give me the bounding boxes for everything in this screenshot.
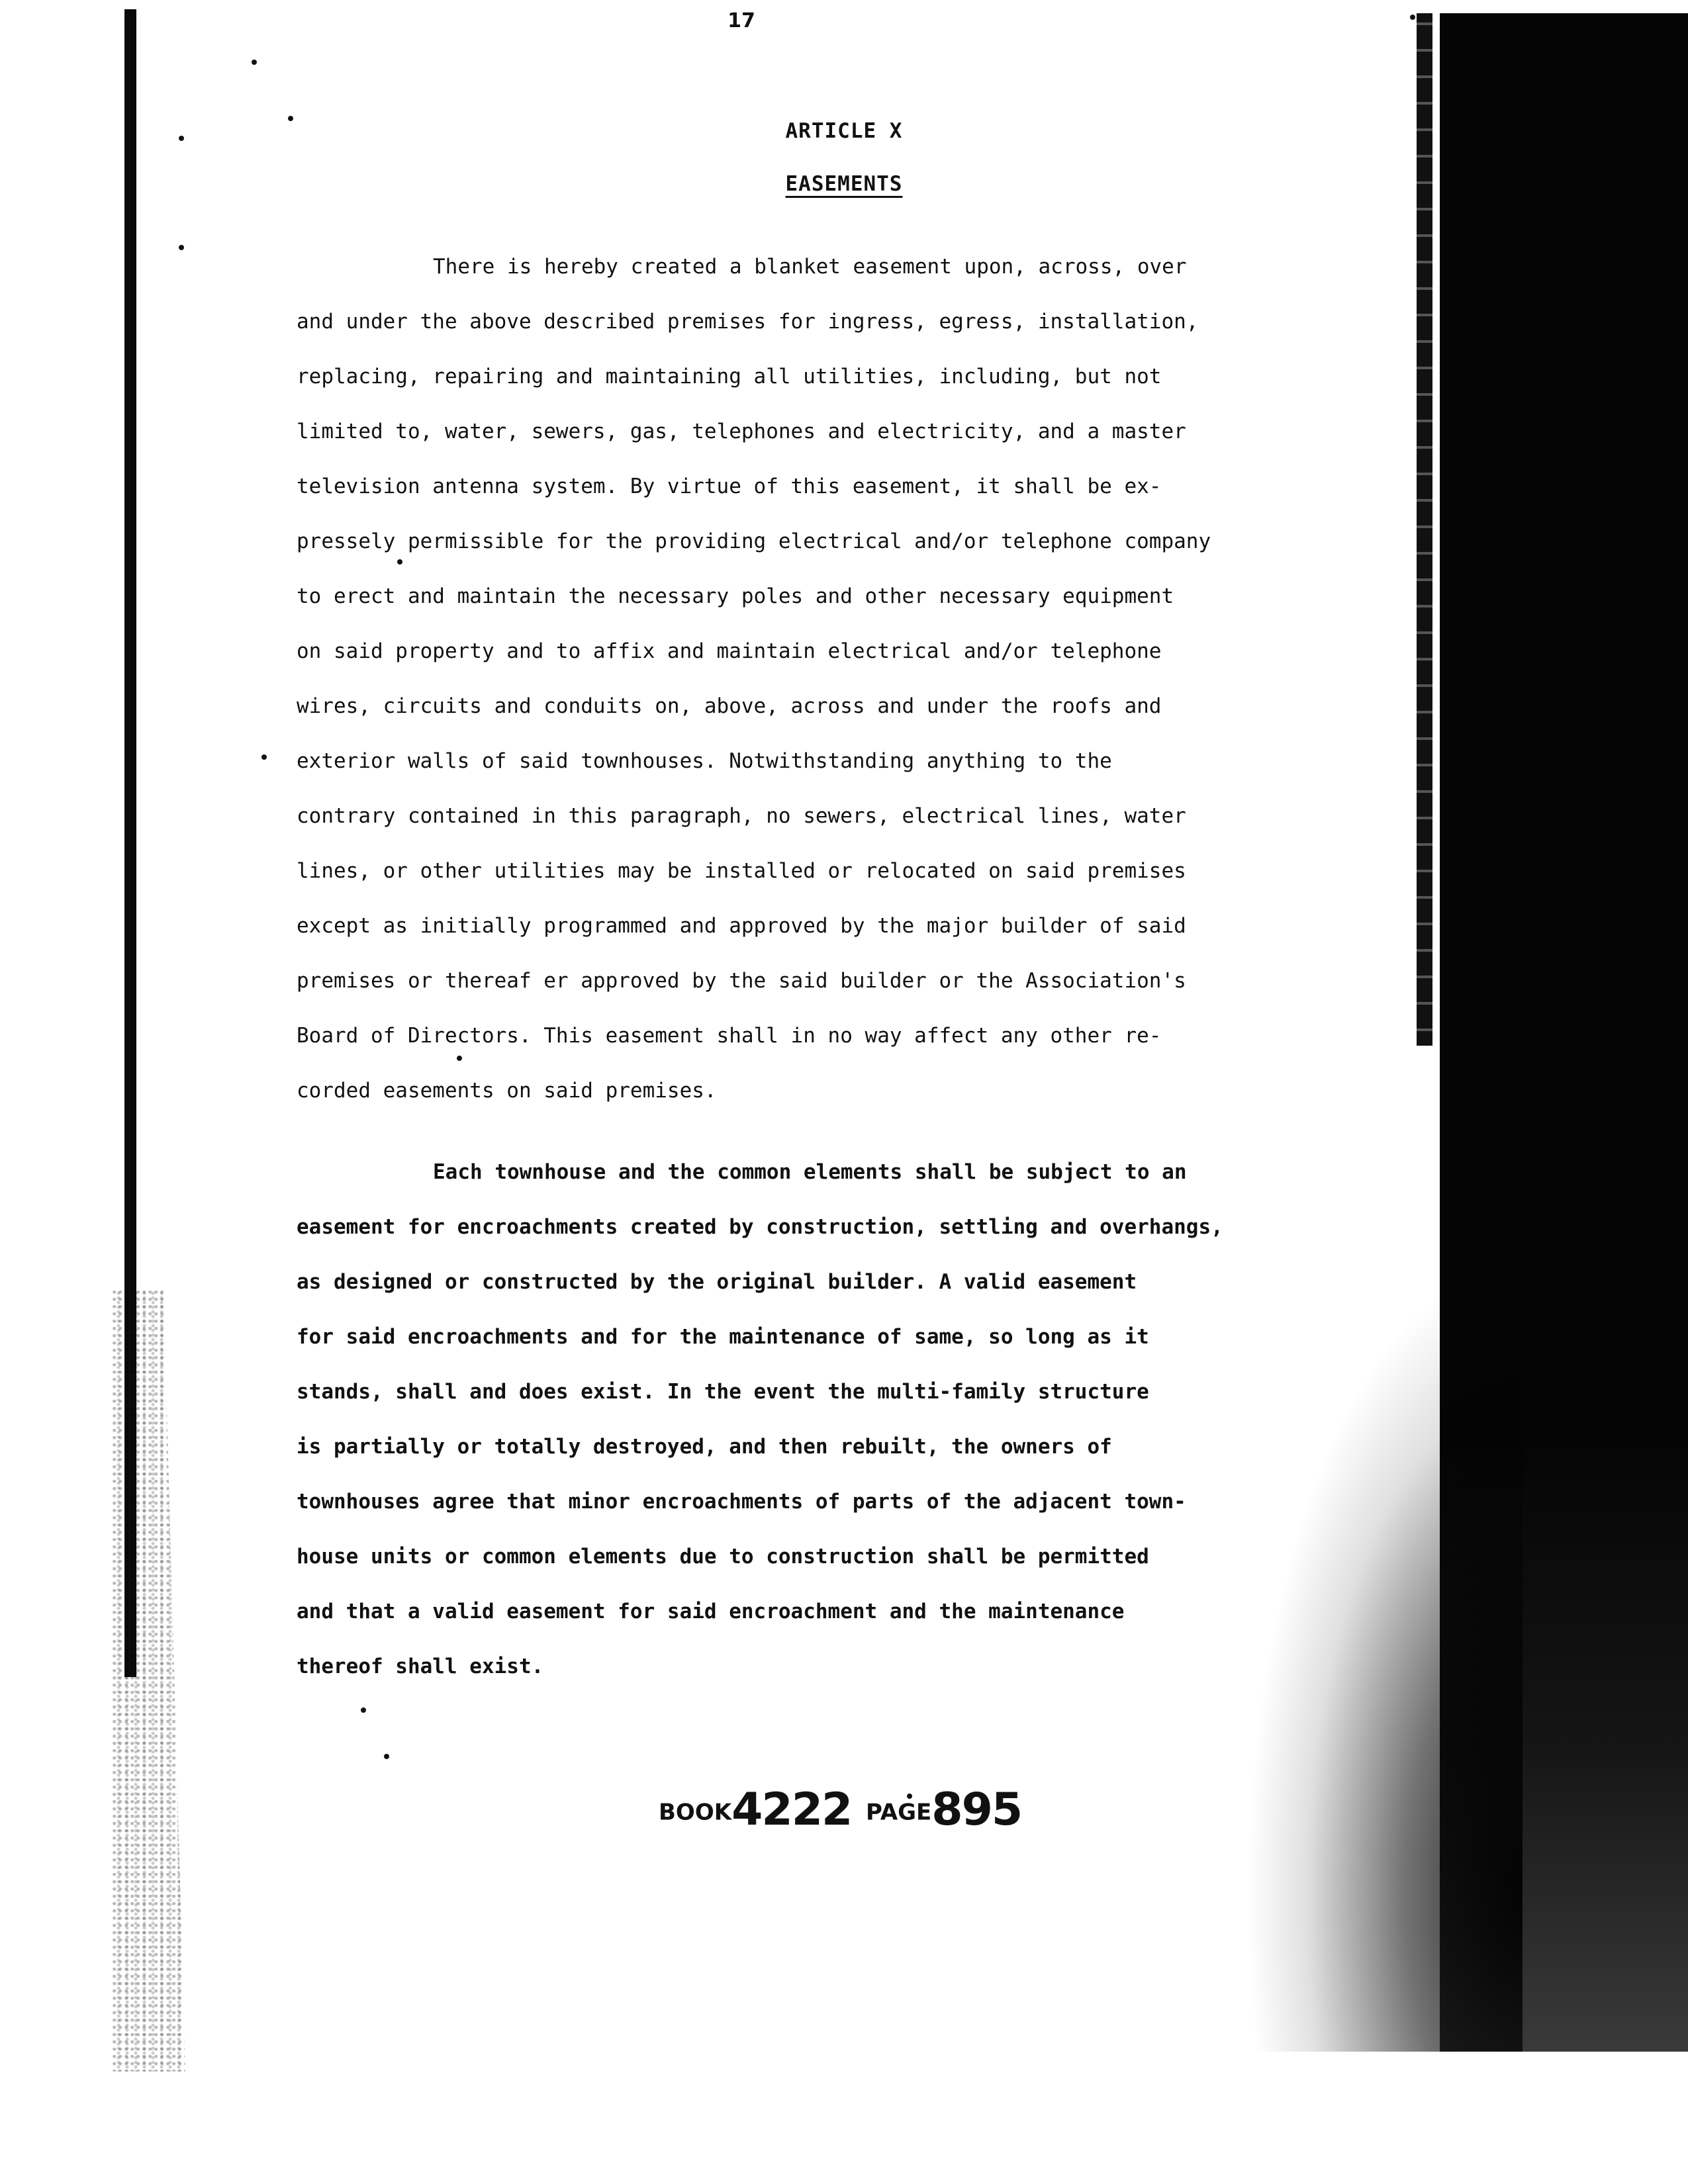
section-title <box>0 172 1688 196</box>
paragraph-line: stands, shall and does exist. In the event the multi-family structure <box>297 1380 1149 1404</box>
scan-speck <box>288 116 293 121</box>
book-label: BOOK <box>659 1799 732 1826</box>
scan-speck <box>384 1754 389 1759</box>
scan-speck <box>252 60 257 65</box>
section-title-text: EASEMENTS <box>785 172 903 196</box>
paragraph-line: lines, or other utilities may be installed or relocated on said premises <box>297 859 1186 883</box>
paragraph-line: Each townhouse and the common elements shall be subject to an <box>433 1160 1187 1184</box>
page-mark: 17 <box>727 9 755 32</box>
paragraph-line: as designed or constructed by the original builder. A valid easement <box>297 1270 1137 1294</box>
scan-speck <box>179 245 184 250</box>
paragraph-line: and that a valid easement for said encroachment and the maintenance <box>297 1600 1125 1623</box>
scan-speck <box>361 1707 366 1713</box>
paragraph-line: premises or thereaf er approved by the said builder or the Association's <box>297 969 1186 993</box>
paragraph-line: house units or common elements due to construction shall be permitted <box>297 1545 1149 1569</box>
paragraph-line: limited to, water, sewers, gas, telephones and electricity, and a master <box>297 420 1186 443</box>
paragraph-line: Board of Directors. This easement shall in no way affect any other re- <box>297 1024 1162 1048</box>
paragraph-2 <box>297 1145 1316 1694</box>
scan-speck <box>907 1794 912 1799</box>
scan-speck <box>457 1056 462 1061</box>
page-number: 895 <box>931 1784 1022 1836</box>
scan-speck <box>261 754 267 760</box>
scan-speck <box>179 136 184 141</box>
page-label: PAGE <box>866 1799 932 1826</box>
paragraph-line: on said property and to affix and maintain electrical and/or telephone <box>297 639 1162 663</box>
scanner-edge-strip <box>1417 13 1432 1046</box>
paragraph-line: thereof shall exist. <box>297 1655 544 1678</box>
paragraph-1 <box>297 240 1316 1118</box>
scan-noise-left <box>113 1291 185 2071</box>
book-page-stamp <box>659 1784 1021 1836</box>
paragraph-line: for said encroachments and for the maintenance of same, so long as it <box>297 1325 1149 1349</box>
paragraph-line: easement for encroachments created by construction, settling and overhangs, <box>297 1215 1223 1239</box>
paragraph-line: pressely permissible for the providing electrical and/or telephone company <box>297 529 1211 553</box>
article-heading: ARTICLE X <box>785 119 903 143</box>
paragraph-line: is partially or totally destroyed, and then rebuilt, the owners of <box>297 1435 1112 1459</box>
paragraph-line: corded easements on said premises. <box>297 1079 717 1103</box>
paragraph-line: wires, circuits and conduits on, above, across and under the roofs and <box>297 694 1162 718</box>
paragraph-line: television antenna system. By virtue of this easement, it shall be ex- <box>297 475 1162 498</box>
book-number: 4222 <box>731 1784 852 1836</box>
paragraph-line: townhouses agree that minor encroachments of parts of the adjacent town- <box>297 1490 1186 1514</box>
scan-speck <box>1410 15 1415 20</box>
paragraph-line: contrary contained in this paragraph, no sewers, electrical lines, water <box>297 804 1186 828</box>
paragraph-line: exterior walls of said townhouses. Notwithstanding anything to the <box>297 749 1112 773</box>
paragraph-line: and under the above described premises for ingress, egress, installation, <box>297 310 1199 334</box>
paragraph-line: to erect and maintain the necessary poles and other necessary equipment <box>297 584 1174 608</box>
scan-speck <box>397 559 402 565</box>
paragraph-line: except as initially programmed and approved by the major builder of said <box>297 914 1186 938</box>
paragraph-line: replacing, repairing and maintaining all utilities, including, but not <box>297 365 1162 388</box>
paragraph-line: There is hereby created a blanket easement upon, across, over <box>433 255 1187 279</box>
